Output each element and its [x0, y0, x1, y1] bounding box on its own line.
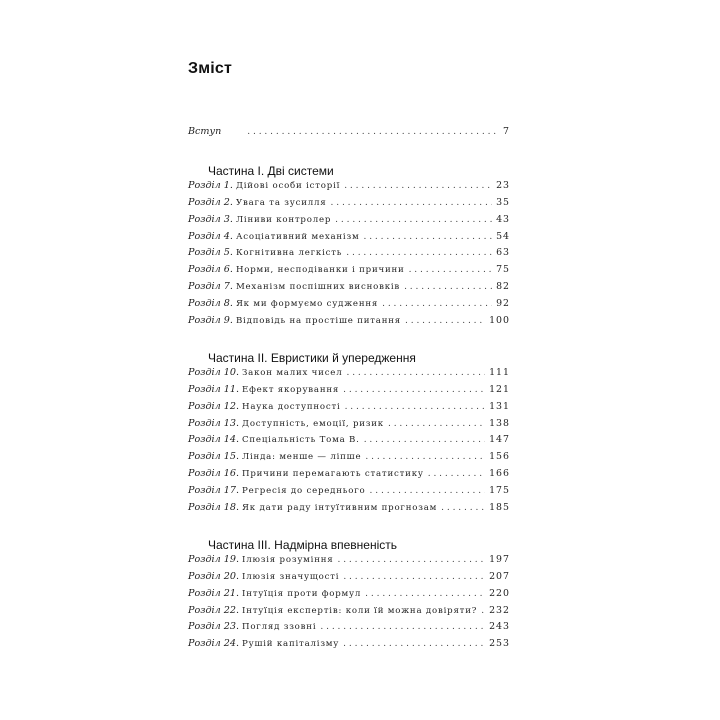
- toc-entry-chapter-21[interactable]: [188, 588, 510, 605]
- intro-label: Вступ: [188, 126, 222, 137]
- dot-leader: [441, 503, 485, 513]
- toc-entry-chapter-12[interactable]: [188, 401, 510, 418]
- dot-leader: [335, 215, 492, 225]
- chapter-label: Розділ 10.: [188, 366, 240, 378]
- chapter-title: Когнітивна легкість: [235, 248, 343, 259]
- chapter-title: Лінда: менше — ліпше: [242, 452, 362, 463]
- chapter-title: Увага та зусилля: [235, 197, 327, 208]
- page-number: 54: [496, 230, 510, 242]
- chapter-title: Ілюзія розуміння: [242, 554, 334, 565]
- dot-leader: [428, 469, 485, 479]
- chapter-title: Рушій капіталізму: [242, 639, 340, 650]
- chapter-title: Регресія до середнього: [242, 486, 366, 497]
- chapter-title: Відповідь на простіше питання: [235, 316, 402, 327]
- toc-entry-chapter-14[interactable]: [188, 434, 510, 451]
- chapter-title: Асоціативний механізм: [235, 231, 360, 242]
- page-number: 92: [496, 298, 510, 310]
- chapter-label: Розділ 24.: [188, 638, 240, 650]
- dot-leader: [364, 435, 485, 445]
- chapter-title: Норми, несподіванки і причини: [235, 265, 405, 276]
- toc-entry-chapter-15[interactable]: [188, 451, 510, 468]
- dot-leader: [343, 385, 485, 395]
- toc-entry-chapter-4[interactable]: [188, 231, 510, 248]
- dot-leader: [370, 486, 486, 496]
- page-number: 23: [496, 179, 510, 191]
- page-number: 35: [496, 196, 510, 208]
- chapter-title: Інтуїція проти формул: [242, 588, 362, 599]
- chapter-label: Розділ 1.: [188, 179, 233, 191]
- chapter-label: Розділ 14.: [188, 434, 240, 446]
- page-number: 220: [489, 587, 510, 599]
- part-title-2: Частина ІІ. Евристики й упередження: [208, 350, 416, 365]
- chapter-label: Розділ 18.: [188, 502, 240, 514]
- page-number: 7: [503, 126, 510, 137]
- chapter-label: Розділ 2.: [188, 196, 233, 208]
- dot-leader: [481, 606, 485, 616]
- chapter-label: Розділ 21.: [188, 587, 240, 599]
- dot-leader: [343, 639, 485, 649]
- dot-leader: [363, 232, 492, 242]
- toc-entry-chapter-13[interactable]: [188, 418, 510, 435]
- toc-entry-chapter-24[interactable]: [188, 638, 510, 655]
- chapter-title: Як ми формуємо судження: [235, 299, 379, 310]
- chapter-title: Інтуїція експертів: коли їй можна довіряти?: [242, 605, 478, 616]
- dot-leader: [388, 419, 485, 429]
- page-number: 207: [489, 570, 510, 582]
- chapter-label: Розділ 12.: [188, 400, 240, 412]
- toc-entry-chapter-6[interactable]: [188, 264, 510, 281]
- chapter-title: Дійові особи історії: [235, 180, 341, 191]
- toc-entry-chapter-22[interactable]: [188, 605, 510, 622]
- chapter-label: Розділ 16.: [188, 468, 240, 480]
- chapter-label: Розділ 23.: [188, 621, 240, 633]
- dot-leader: [405, 316, 485, 326]
- page-title: Зміст: [188, 60, 233, 77]
- dot-leader: [346, 368, 485, 378]
- toc-entry-intro[interactable]: [188, 126, 510, 143]
- chapter-title: Доступність, емоції, ризик: [242, 418, 384, 429]
- toc-entry-chapter-16[interactable]: [188, 468, 510, 485]
- chapter-label: Розділ 20.: [188, 570, 240, 582]
- page-number: 138: [489, 417, 510, 429]
- toc-entry-chapter-2[interactable]: [188, 197, 510, 214]
- chapter-title: Ілюзія значущості: [242, 571, 340, 582]
- page-number: 197: [489, 553, 510, 565]
- page-number: 131: [489, 400, 510, 412]
- chapter-label: Розділ 11.: [188, 383, 240, 395]
- page-number: 147: [489, 434, 510, 446]
- chapter-label: Розділ 17.: [188, 485, 240, 497]
- chapter-label: Розділ 19.: [188, 553, 240, 565]
- page-number: 156: [489, 451, 510, 463]
- toc-entry-chapter-5[interactable]: [188, 247, 510, 264]
- dot-leader: [382, 299, 492, 309]
- toc-entry-chapter-18[interactable]: [188, 502, 510, 519]
- dot-leader: [404, 282, 492, 292]
- chapter-title: Як дати раду інтуїтивним прогнозам: [242, 503, 438, 514]
- chapter-title: Ефект якорування: [242, 384, 340, 395]
- chapter-title: Ліниви контролер: [235, 214, 332, 225]
- dot-leader: [345, 402, 486, 412]
- page-number: 175: [489, 485, 510, 497]
- dot-leader: [337, 555, 485, 565]
- dot-leader: [409, 265, 492, 275]
- dot-leader: [365, 589, 485, 599]
- toc-entry-chapter-20[interactable]: [188, 571, 510, 588]
- toc-entry-chapter-7[interactable]: [188, 281, 510, 298]
- page-number: 43: [496, 213, 510, 225]
- chapter-label: Розділ 4.: [188, 230, 233, 242]
- page-number: 253: [489, 638, 510, 650]
- chapter-label: Розділ 5.: [188, 247, 233, 259]
- dot-leader: [365, 452, 485, 462]
- page-number: 100: [489, 315, 510, 327]
- part-title-1: Частина І. Дві системи: [208, 163, 334, 178]
- chapter-title: Закон малих чисел: [242, 367, 343, 378]
- toc-entry-chapter-3[interactable]: [188, 214, 510, 231]
- toc-entry-chapter-17[interactable]: [188, 485, 510, 502]
- page-number: 82: [496, 281, 510, 293]
- page-number: 185: [489, 502, 510, 514]
- dot-leader: [346, 248, 492, 258]
- chapter-label: Розділ 22.: [188, 604, 240, 616]
- chapter-label: Розділ 6.: [188, 264, 233, 276]
- page-number: 243: [489, 621, 510, 633]
- toc-entry-chapter-23[interactable]: [188, 621, 510, 638]
- chapter-title: Механізм поспішних висновків: [235, 282, 401, 293]
- chapter-title: Наука доступності: [242, 401, 341, 412]
- toc-entry-chapter-11[interactable]: [188, 384, 510, 401]
- chapter-label: Розділ 9.: [188, 315, 233, 327]
- chapter-label: Розділ 8.: [188, 298, 233, 310]
- page-number: 63: [496, 247, 510, 259]
- dot-leader: [320, 622, 485, 632]
- chapter-label: Розділ 15.: [188, 451, 240, 463]
- dot-leader: [343, 572, 485, 582]
- chapter-title: Спеціальність Тома В.: [242, 435, 360, 446]
- table-of-contents: [188, 126, 510, 655]
- page-number: 121: [489, 383, 510, 395]
- chapter-label: Розділ 13.: [188, 417, 240, 429]
- page-number: 111: [489, 366, 510, 378]
- toc-entry-chapter-8[interactable]: [188, 298, 510, 315]
- dot-leader: [344, 181, 492, 191]
- chapter-title: Причини перемагають статистику: [242, 469, 424, 480]
- dot-leader: [247, 127, 499, 137]
- chapter-label: Розділ 7.: [188, 281, 233, 293]
- chapter-label: Розділ 3.: [188, 213, 233, 225]
- chapter-title: Погляд ззовні: [242, 622, 317, 633]
- toc-entry-chapter-10[interactable]: [188, 367, 510, 384]
- page-number: 166: [489, 468, 510, 480]
- page-number: 75: [496, 264, 510, 276]
- page-number: 232: [489, 604, 510, 616]
- part-title-3: Частина ІІІ. Надмірна впевненість: [208, 537, 398, 552]
- toc-entry-chapter-1[interactable]: [188, 180, 510, 197]
- dot-leader: [331, 198, 493, 208]
- toc-entry-chapter-19[interactable]: [188, 554, 510, 571]
- toc-entry-chapter-9[interactable]: [188, 315, 510, 332]
